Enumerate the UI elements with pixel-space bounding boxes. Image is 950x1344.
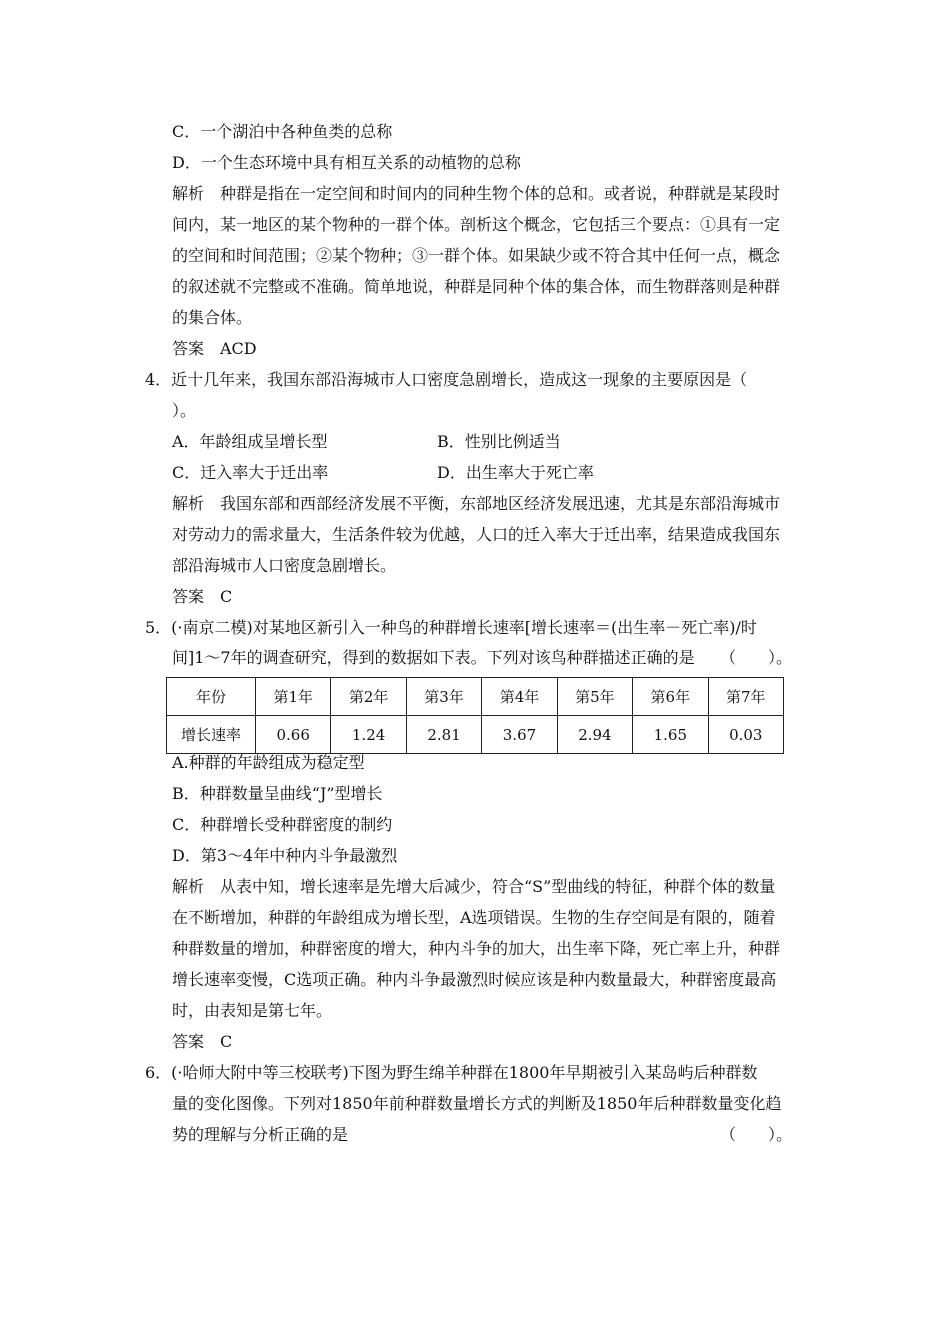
- table-header-cell: 第5年: [557, 678, 632, 716]
- q5-analysis-line: 种群数量的增加，种群密度的增大，种内斗争的加大，出生率下降，死亡率上升，种群: [172, 939, 781, 958]
- q5-analysis-line: 增长速率变慢，C选项正确。种内斗争最激烈时候应该是种内数量最大，种群密度最高: [172, 970, 777, 989]
- table-header-cell: 年份: [167, 678, 256, 716]
- table-cell: 1.24: [331, 716, 406, 754]
- q5-stem-line: 5．(·南京二模)对某地区新引入一种鸟的种群增长速率[增长速率＝(出生率－死亡率)/时: [145, 618, 757, 637]
- table-header-cell: 第7年: [708, 678, 783, 716]
- table-header-cell: 第2年: [331, 678, 406, 716]
- q4-stem-line: ）。: [172, 401, 197, 420]
- q6-stem-line: 量的变化图像。下列对1850年前种群数量增长方式的判断及1850年后种群数量变化趋: [172, 1094, 782, 1113]
- table-cell: 0.03: [708, 716, 783, 754]
- q4-option-a: A．年龄组成呈增长型: [172, 432, 328, 451]
- q4-answer: 答案 C: [172, 587, 233, 606]
- q5-option-a: A.种群的年龄组成为稳定型: [172, 753, 365, 772]
- q5-analysis-line: 解析 从表中知，增长速率是先增大后减少，符合“S”型曲线的特征，种群个体的数量: [172, 877, 776, 896]
- table-cell: 1.65: [633, 716, 708, 754]
- q4-analysis-line: 对劳动力的需求量大，生活条件较为优越，人口的迁入率大于迁出率，结果造成我国东: [172, 525, 781, 544]
- table-cell: 3.67: [482, 716, 557, 754]
- q5-analysis-line: 时，由表知是第七年。: [172, 1001, 333, 1020]
- q3-analysis-line: 的集合体。: [172, 308, 253, 327]
- q3-analysis-line: 的空间和时间范围；②某个物种；③一群个体。如果缺少或不符合其中任何一点，概念: [172, 246, 781, 265]
- q3-analysis-line: 间内，某一地区的某个物种的一群个体。剖析这个概念，它包括三个要点：①具有一定: [172, 215, 781, 234]
- q4-analysis-line: 部沿海城市人口密度急剧增长。: [172, 556, 397, 575]
- q3-answer: 答案 ACD: [172, 339, 257, 358]
- q5-analysis-line: 在不断增加，种群的年龄组成为增长型，A选项错误。生物的生存空间是有限的，随着: [172, 908, 776, 927]
- q6-stem-line: 6．(·哈师大附中等三校联考)下图为野生绵羊种群在1800年早期被引入某岛屿后种群数: [145, 1063, 758, 1082]
- q5-option-c: C．种群增长受种群密度的制约: [172, 815, 393, 834]
- q6-answer-blank: （ ）。: [720, 1125, 793, 1144]
- table-header-cell: 第4年: [482, 678, 557, 716]
- table-header-cell: 第3年: [406, 678, 481, 716]
- q4-option-b: B．性别比例适当: [437, 432, 561, 451]
- table-cell: 2.94: [557, 716, 632, 754]
- q5-answer-blank: （ ）。: [720, 648, 793, 667]
- q6-stem-line: 势的理解与分析正确的是: [172, 1125, 349, 1144]
- table-row: [167, 716, 784, 754]
- q4-option-d: D．出生率大于死亡率: [437, 463, 594, 482]
- table-header-cell: 第6年: [633, 678, 708, 716]
- q5-option-d: D．第3～4年中种内斗争最激烈: [172, 846, 398, 865]
- q5-option-b: B．种群数量呈曲线“J”型增长: [172, 784, 383, 803]
- table-cell: 增长速率: [167, 716, 256, 754]
- table-cell: 0.66: [256, 716, 331, 754]
- q3-analysis-line: 解析 种群是指在一定空间和时间内的同种生物个体的总和。或者说，种群就是某段时: [172, 184, 781, 203]
- q4-option-c: C．迁入率大于迁出率: [172, 463, 329, 482]
- q4-analysis-line: 解析 我国东部和西部经济发展不平衡，东部地区经济发展迅速，尤其是东部沿海城市: [172, 494, 781, 513]
- q5-answer: 答案 C: [172, 1032, 233, 1051]
- q3-option-d: D．一个生态环境中具有相互关系的动植物的总称: [172, 153, 521, 172]
- table-header-cell: 第1年: [256, 678, 331, 716]
- q3-analysis-line: 的叙述就不完整或不准确。简单地说，种群是同种个体的集合体，而生物群落则是种群: [172, 277, 781, 296]
- q4-stem-line: 4．近十几年来，我国东部沿海城市人口密度急剧增长，造成这一现象的主要原因是（: [145, 370, 748, 389]
- q5-stem-line: 间]1～7年的调查研究，得到的数据如下表。下列对该鸟种群描述正确的是: [172, 648, 695, 667]
- growth-rate-table: [166, 677, 784, 754]
- q3-option-c: C．一个湖泊中各种鱼类的总称: [172, 122, 393, 141]
- table-cell: 2.81: [406, 716, 481, 754]
- table-header-row: [167, 678, 784, 716]
